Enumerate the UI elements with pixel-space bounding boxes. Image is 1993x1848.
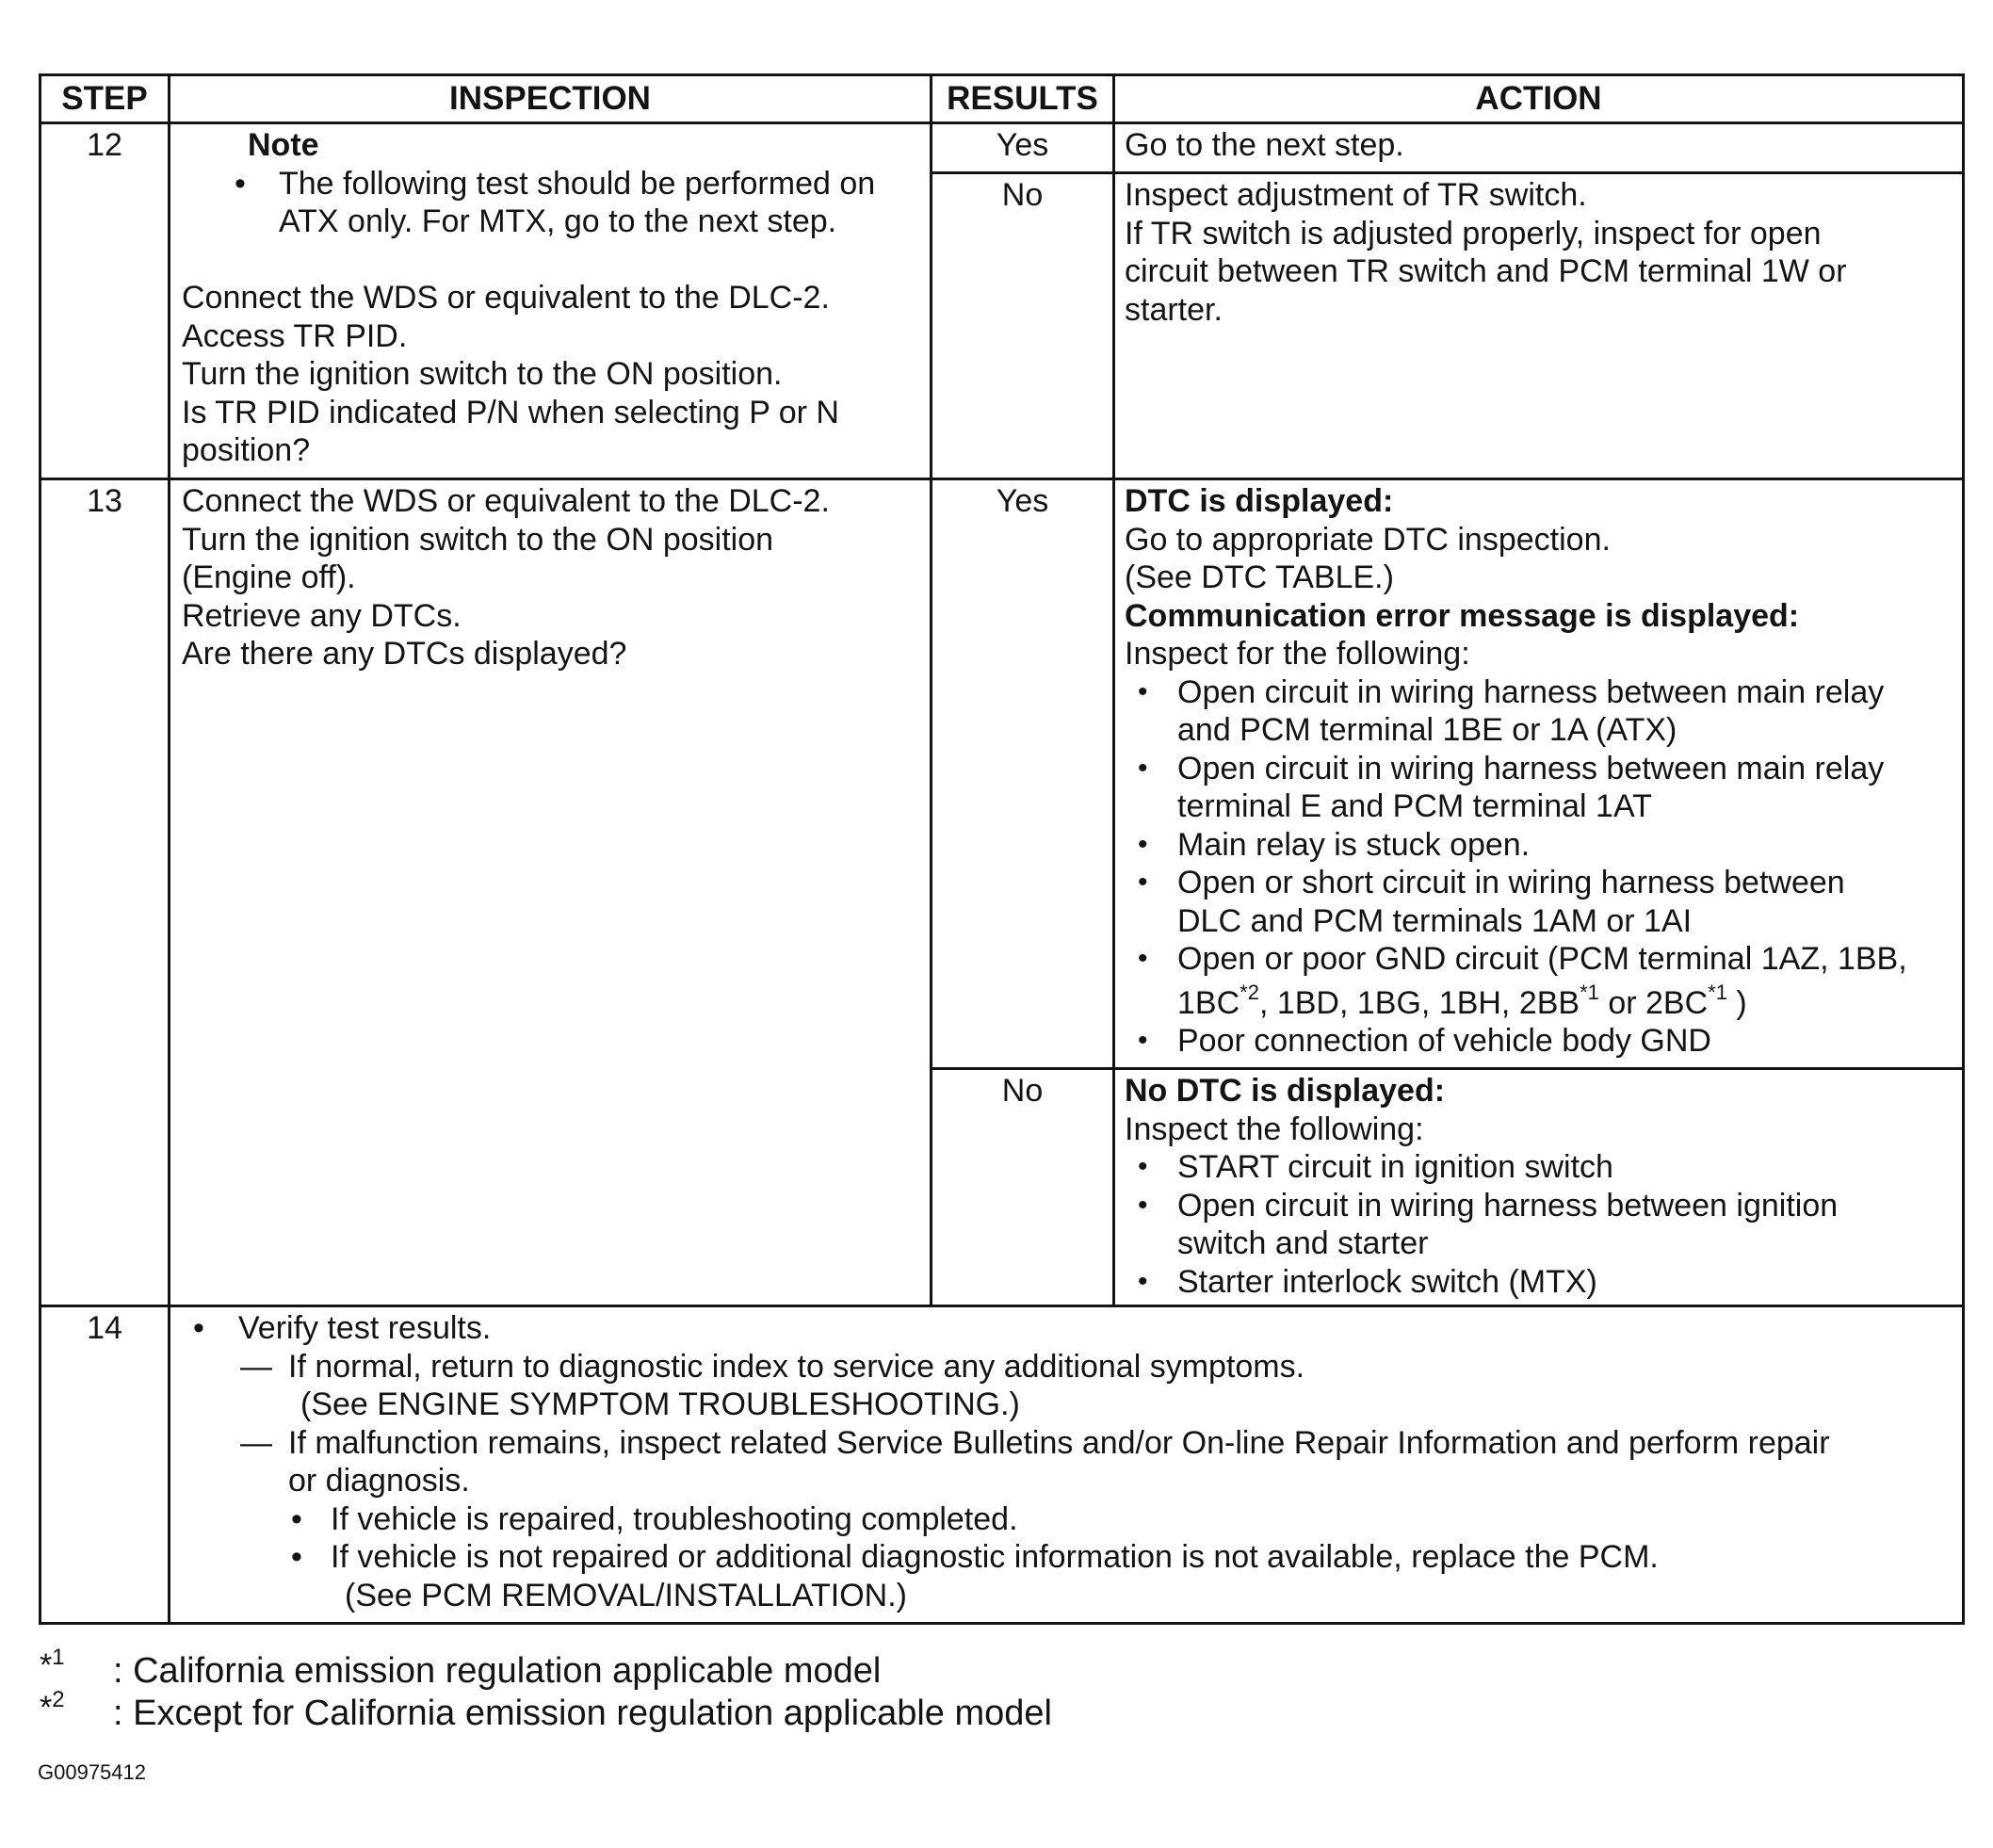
bullet-icon: • (235, 165, 246, 202)
action-bullet-item (1125, 1148, 1952, 1187)
action-heading: No DTC is displayed: (1125, 1073, 1446, 1109)
note-text: The following test should be performed on (279, 165, 876, 202)
inspection-line: Connect the WDS or equivalent to the DLC-2. (182, 483, 830, 519)
action-bullet-item (1125, 750, 1952, 788)
inspection-line: Turn the ignition switch to the ON position (182, 521, 774, 558)
verify-text: Verify test results. (238, 1310, 492, 1346)
dash-icon: — (240, 1348, 272, 1385)
step-12-result-no: No (932, 173, 1114, 479)
bullet-icon: • (1138, 1151, 1148, 1182)
bullet-icon: • (193, 1310, 204, 1346)
inspection-line: Access TR PID. (182, 317, 408, 354)
outcome-item (182, 1348, 1951, 1386)
inspection-line: Turn the ignition switch to the ON position. (182, 356, 783, 392)
action-line: Go to appropriate DTC inspection. (1125, 521, 1611, 558)
action-line: starter. (1125, 291, 1223, 328)
bullet-text: Open or poor GND circuit (PCM terminal 1AZ, 1BB, (1177, 941, 1907, 977)
action-bullet-item (1125, 673, 1952, 712)
action-bullet-item (1125, 1022, 1952, 1061)
diagnostic-procedure-table (39, 73, 1965, 1625)
inspection-line: Connect the WDS or equivalent to the DLC-2. (182, 280, 830, 316)
step-13-action-yes (1114, 479, 1964, 1069)
sub-item (182, 1538, 1951, 1577)
table-header-row (41, 75, 1964, 123)
action-bullet-item (1125, 864, 1952, 902)
action-bullet-cont: DLC and PCM terminals 1AM or 1AI (1177, 902, 1693, 939)
step-12-inspection (170, 123, 932, 479)
footnote-text: : California emission regulation applicable model (113, 1651, 882, 1691)
header-inspection: INSPECTION (170, 75, 932, 123)
document-id: G00975412 (38, 1760, 146, 1784)
action-line: Inspect adjustment of TR switch. (1125, 177, 1587, 213)
terminal-text: ) (1726, 984, 1747, 1021)
terminal-text: or 2BC (1598, 984, 1709, 1021)
bullet-text: Open circuit in wiring harness between main relay (1177, 673, 1885, 710)
step-12-action-yes (1114, 123, 1964, 173)
footnote-2 (40, 1687, 1052, 1735)
footnote-mark (40, 1687, 65, 1729)
step-13-result-yes: Yes (932, 479, 1114, 1069)
note-item (182, 165, 918, 203)
spacer (182, 241, 918, 280)
bullet-text: Open circuit in wiring harness between ignition (1177, 1187, 1839, 1224)
action-line: (See DTC TABLE.) (1125, 559, 1394, 595)
asterisk: * (40, 1690, 53, 1726)
reference-text: (See PCM REMOVAL/INSTALLATION.) (345, 1577, 908, 1613)
action-bullet-cont: terminal E and PCM terminal 1AT (1177, 788, 1652, 824)
step-13-action-no (1114, 1069, 1964, 1306)
step-14-number: 14 (41, 1306, 170, 1624)
header-action: ACTION (1114, 75, 1964, 123)
asterisk: * (40, 1647, 53, 1683)
step-13-result-no: No (932, 1069, 1114, 1306)
terminal-text: , 1BD, 1BG, 1BH, 2BB (1258, 984, 1580, 1021)
verify-item (182, 1309, 1951, 1348)
inspection-line: Retrieve any DTCs. (182, 597, 462, 634)
outcome-item (182, 1424, 1951, 1463)
bullet-icon: • (1138, 1025, 1148, 1056)
inspection-line: position? (182, 432, 311, 468)
bullet-text: Open or short circuit in wiring harness between (1177, 865, 1845, 900)
footnote-number: 2 (52, 1687, 65, 1712)
bullet-icon: • (1138, 1189, 1148, 1221)
footnote-1 (40, 1645, 1052, 1693)
action-line: circuit between TR switch and PCM terminal 1W or (1125, 253, 1847, 289)
bullet-icon: • (1138, 675, 1148, 707)
action-line: Inspect for the following: (1125, 636, 1470, 672)
action-line: Inspect the following: (1125, 1110, 1424, 1147)
step-12-yes-row (41, 123, 1964, 173)
action-line: Go to the next step. (1125, 127, 1404, 163)
bullet-text: Starter interlock switch (MTX) (1177, 1263, 1597, 1300)
sub-text: If vehicle is repaired, troubleshooting completed. (331, 1500, 1018, 1537)
outcome-text: If normal, return to diagnostic index to service any additional symptoms. (288, 1348, 1305, 1385)
action-heading: Communication error message is displayed: (1125, 597, 1800, 634)
sub-item (182, 1500, 1951, 1539)
footnote-ref: *1 (1708, 980, 1727, 1004)
action-bullet-cont (1125, 979, 1952, 1023)
footnote-number: 1 (52, 1645, 65, 1670)
bullet-icon: • (1138, 752, 1148, 784)
outcome-text: If malfunction remains, inspect related Service Bulletins and/or On-line Repair Information and perform repair (288, 1424, 1830, 1461)
step-12-result-yes: Yes (932, 123, 1114, 173)
action-bullet-item (1125, 1263, 1952, 1302)
bullet-icon: • (1138, 867, 1148, 898)
header-results: RESULTS (932, 75, 1114, 123)
footnote-ref: *1 (1580, 980, 1599, 1004)
bullet-text: START circuit in ignition switch (1177, 1149, 1613, 1185)
footnote-mark (40, 1645, 65, 1687)
action-bullet-item (1125, 826, 1952, 865)
bullet-icon: • (291, 1500, 302, 1537)
bullet-text: Main relay is stuck open. (1177, 826, 1531, 863)
note-text-cont: ATX only. For MTX, go to the next step. (279, 203, 837, 239)
terminal-text: 1BC (1177, 984, 1240, 1021)
bullet-text: Open circuit in wiring harness between main relay (1177, 750, 1885, 786)
step-12-action-no (1114, 173, 1964, 479)
bullet-icon: • (1138, 828, 1148, 860)
step-12-number: 12 (41, 123, 170, 479)
action-heading: DTC is displayed: (1125, 483, 1394, 519)
inspection-line: Is TR PID indicated P/N when selecting P or N (182, 394, 839, 430)
sub-text: If vehicle is not repaired or additional diagnostic information is not available, replace the PCM. (331, 1539, 1659, 1575)
step-14-inspection (170, 1306, 1964, 1624)
inspection-line: (Engine off). (182, 559, 356, 595)
header-step: STEP (41, 75, 170, 123)
note-title: Note (248, 127, 319, 163)
footnote-ref: *2 (1240, 980, 1259, 1004)
bullet-icon: • (1138, 943, 1148, 974)
step-13-inspection (170, 479, 932, 1306)
footnotes (40, 1645, 1052, 1735)
outcome-text-cont: or diagnosis. (288, 1463, 470, 1499)
action-line: If TR switch is adjusted properly, inspect for open (1125, 215, 1822, 251)
action-bullet-cont: and PCM terminal 1BE or 1A (ATX) (1177, 712, 1677, 748)
step-14-row (41, 1306, 1964, 1624)
step-13-number: 13 (41, 479, 170, 1306)
action-bullet-cont: switch and starter (1177, 1225, 1429, 1261)
bullet-text: Poor connection of vehicle body GND (1177, 1023, 1711, 1059)
footnote-text: : Except for California emission regulation applicable model (113, 1694, 1052, 1733)
step-13-yes-row (41, 479, 1964, 1069)
reference-text: (See ENGINE SYMPTOM TROUBLESHOOTING.) (300, 1386, 1020, 1422)
bullet-icon: • (291, 1539, 302, 1575)
action-bullet-item (1125, 1187, 1952, 1225)
dash-icon: — (240, 1424, 272, 1461)
action-bullet-item (1125, 940, 1952, 979)
inspection-line: Are there any DTCs displayed? (182, 636, 627, 672)
bullet-icon: • (1138, 1265, 1148, 1297)
